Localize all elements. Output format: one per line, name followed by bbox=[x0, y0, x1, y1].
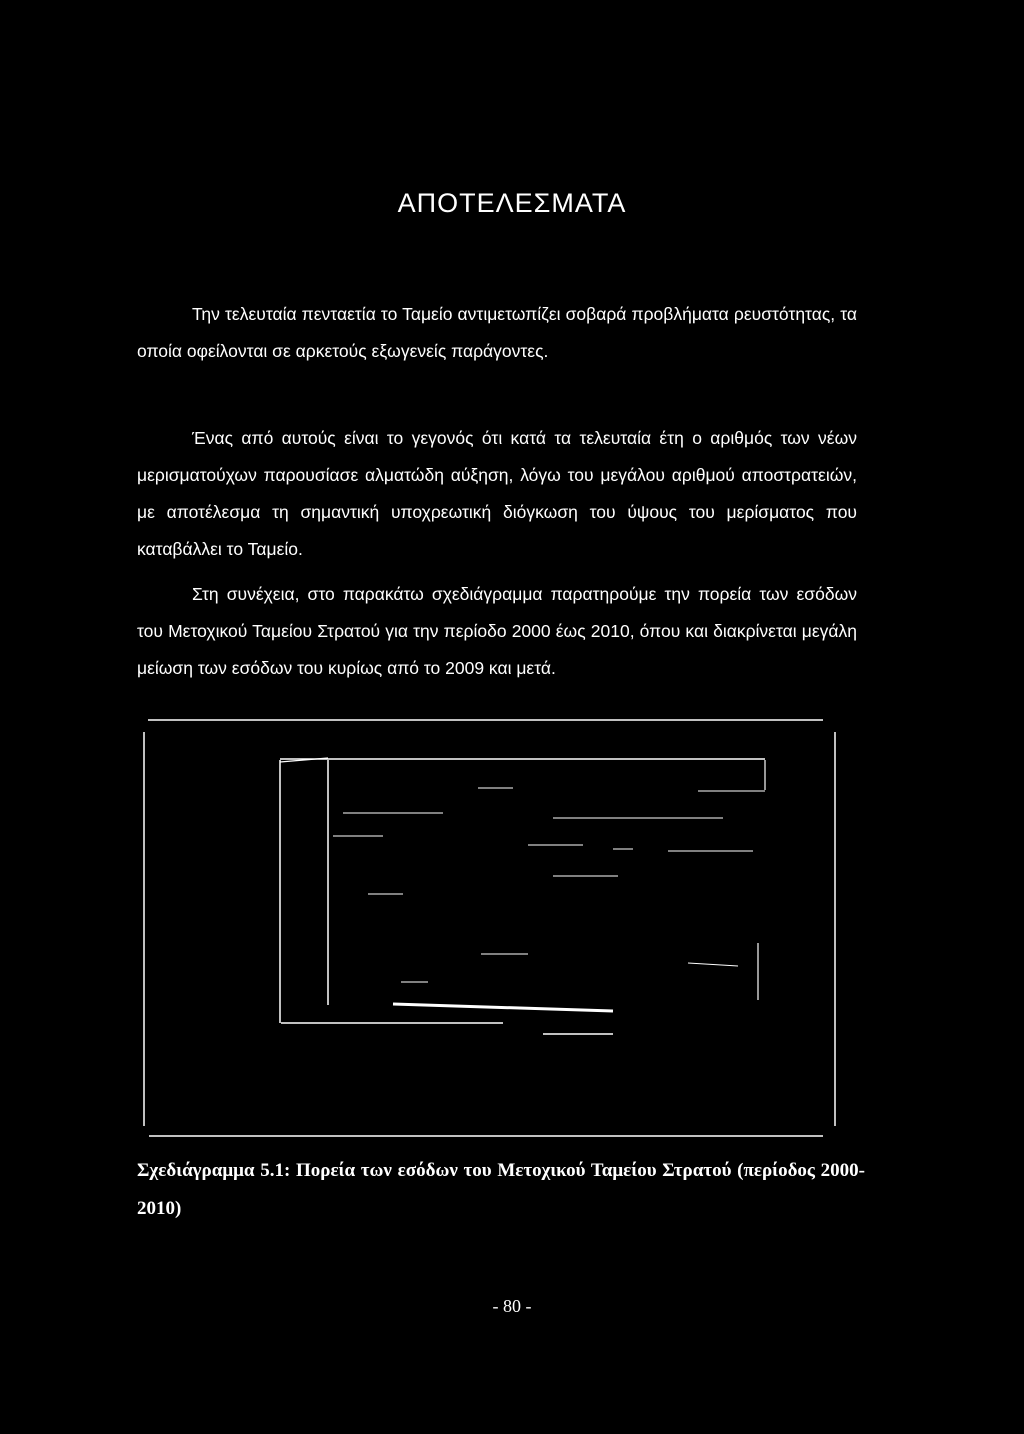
paragraph-revenue-chart-intro: Στη συνέχεια, στο παρακάτω σχεδιάγραμμα παρατηρούμε την πορεία των εσόδων του Μετοχικού Ταμείου Στρατού για την περίοδο 2000 έως 2010, όπου και διακρίνεται μεγάλη μείωση των εσόδων του κυρίως από το 2009 και μετά. bbox=[137, 584, 857, 678]
gridline-fragment bbox=[688, 963, 738, 966]
revenue-figure-graphic bbox=[143, 718, 837, 1138]
paragraph-shareholders: Ένας από αυτούς είναι το γεγονός ότι κατά τα τελευταία έτη ο αριθμός των νέων μερισματούχων παρουσίασε αλματώδη αύξηση, λόγω του μεγάλου αριθμού αποστρατειών, με αποτέλεσμα τη σημαντική υποχρεωτική διόγκωση του ύψους του μερίσματος που καταβάλλει το Ταμείο. bbox=[137, 428, 857, 559]
revenue-figure bbox=[143, 718, 837, 1138]
data-line-main bbox=[393, 1004, 613, 1011]
page-number: - 80 - bbox=[492, 1296, 532, 1316]
page-title: ΑΠΟΤΕΛΕΣΜΑΤΑ bbox=[397, 188, 627, 218]
paragraph-liquidity: Την τελευταία πενταετία το Ταμείο αντιμετωπίζει σοβαρά προβλήματα ρευστότητας, τα οποία οφείλονται σε αρκετούς εξωγενείς παράγοντες. bbox=[137, 304, 857, 361]
figure-caption: Σχεδιάγραμμα 5.1: Πορεία των εσόδων του Μετοχικού Ταμείου Στρατού (περίοδος 2000-2010) bbox=[137, 1160, 865, 1219]
